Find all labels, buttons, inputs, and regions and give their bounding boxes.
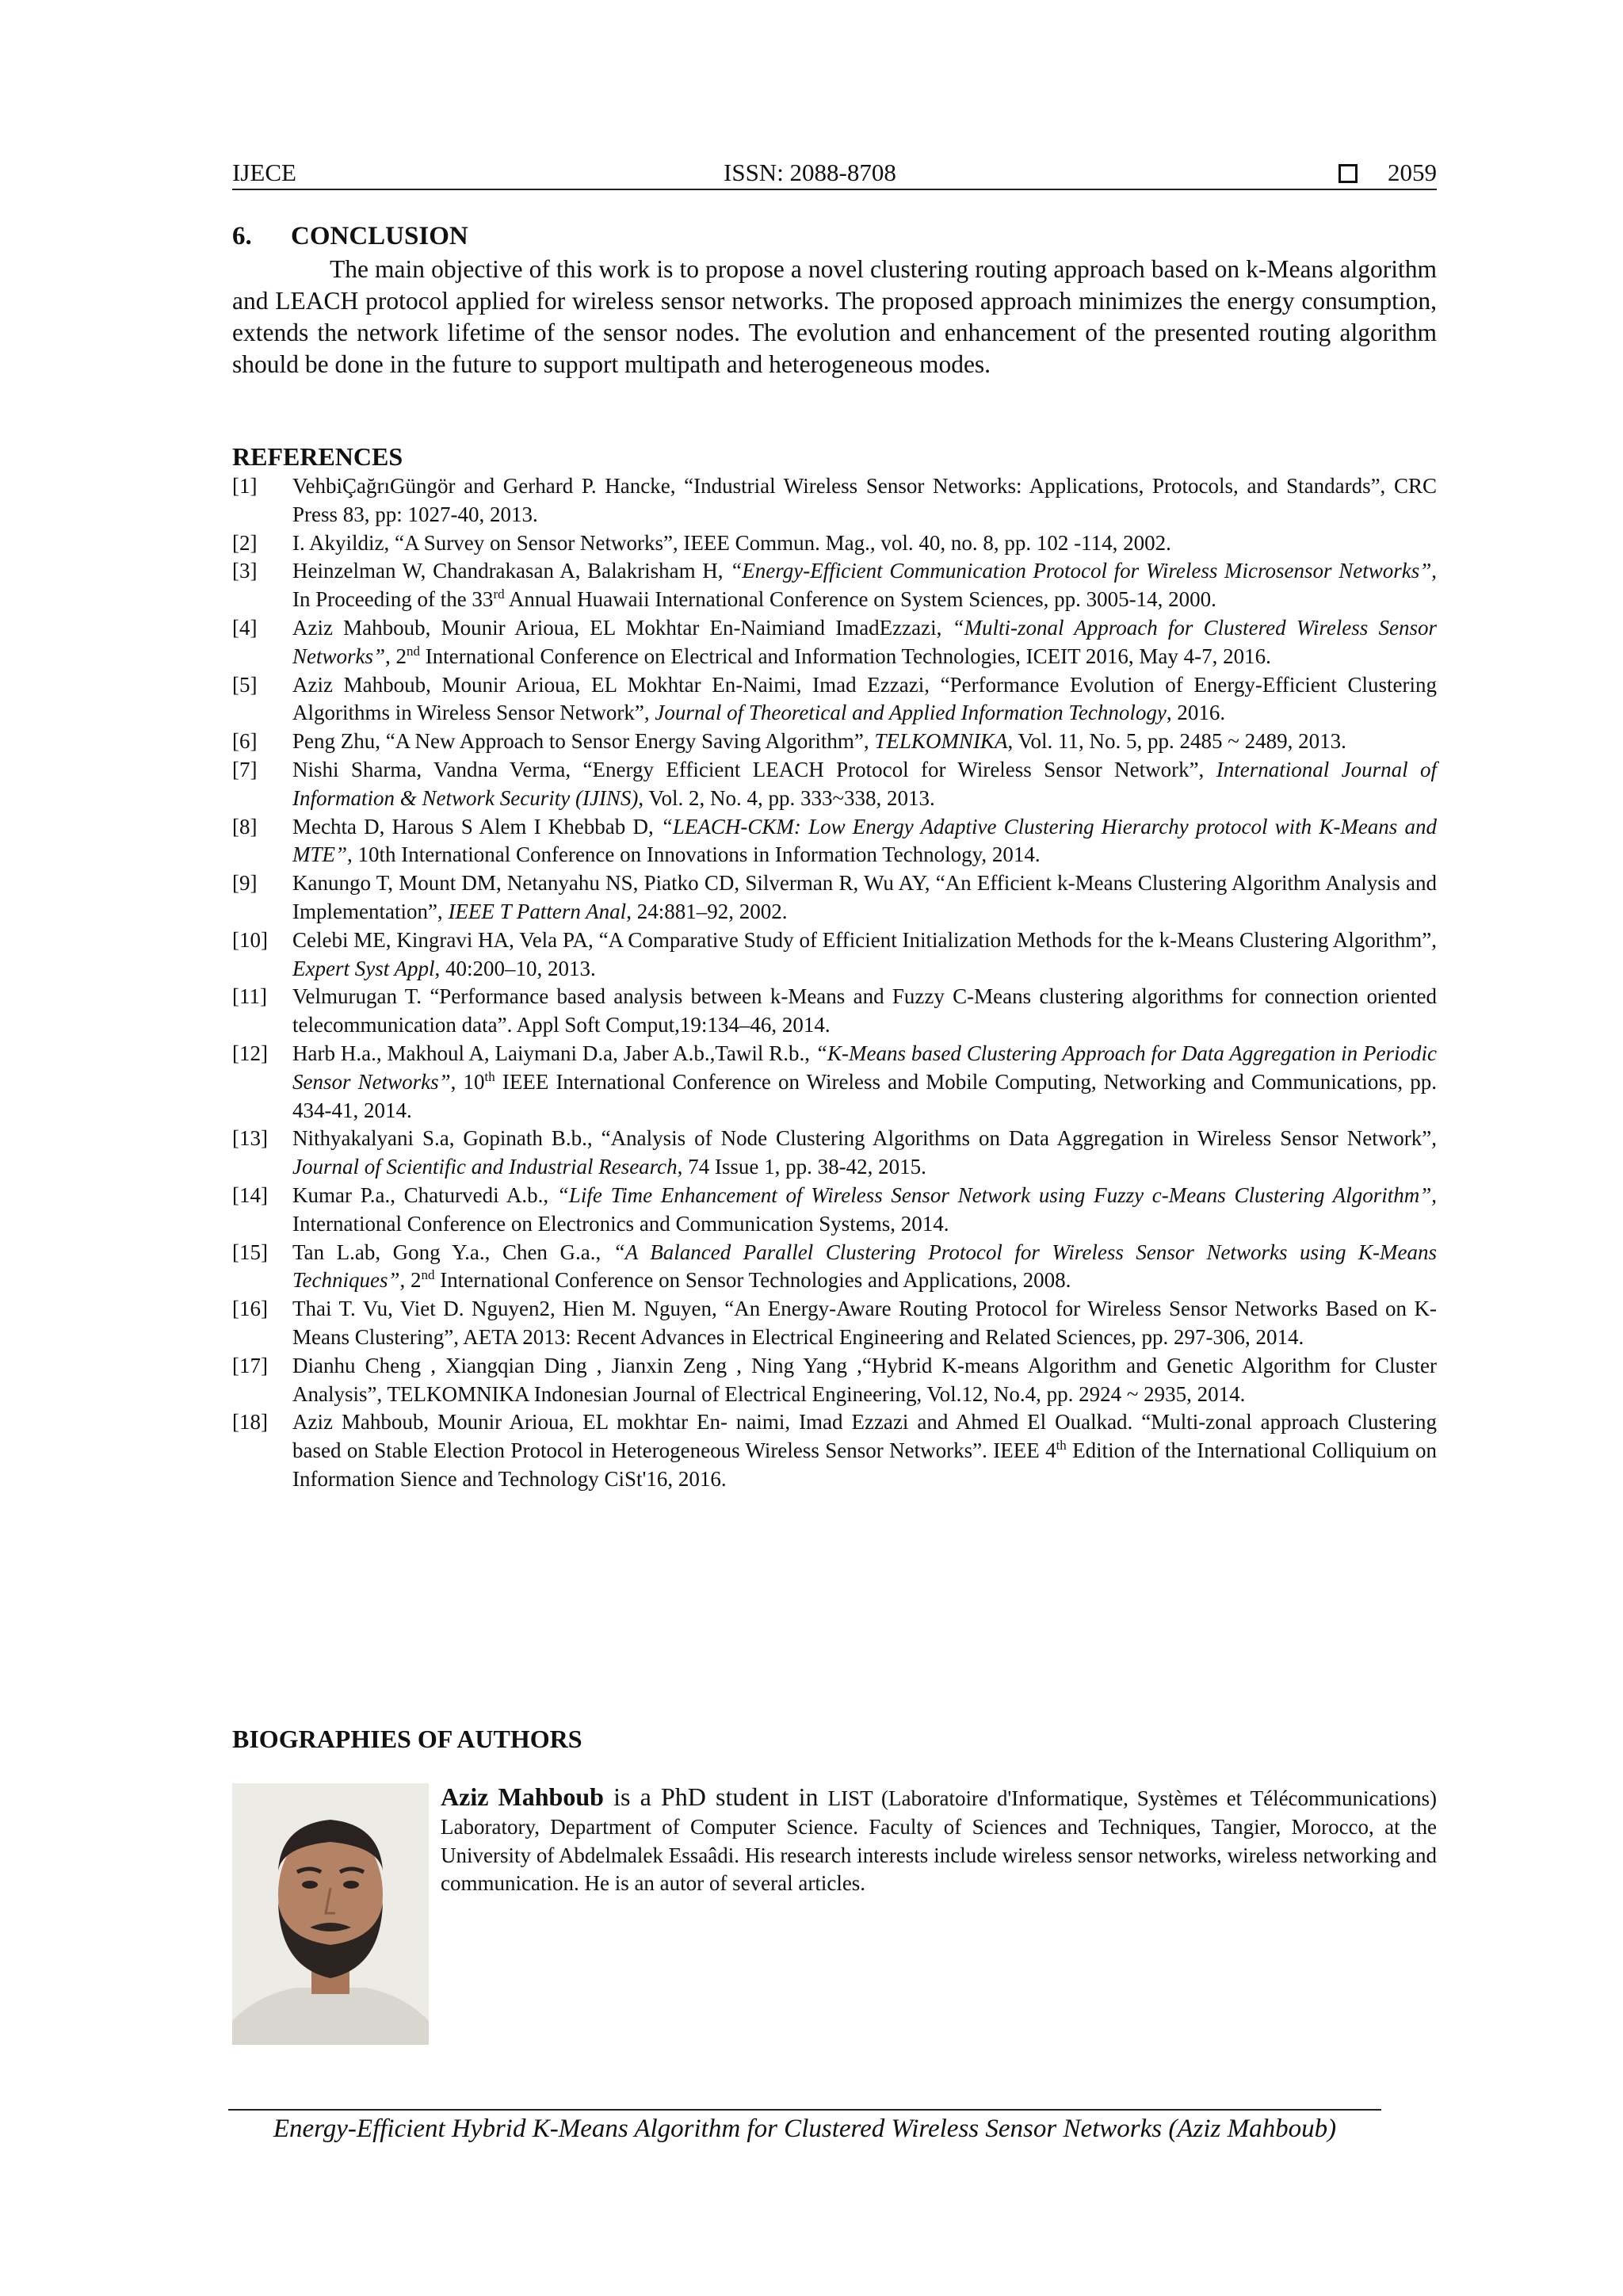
reference-number: [12] xyxy=(232,1041,268,1065)
page-header xyxy=(232,155,1437,190)
reference-item xyxy=(232,813,1437,870)
reference-text: Aziz Mahboub, Mounir Arioua, EL Mokhtar En-Naimiand ImadEzzazi, “Multi-zonal Approach for Clustered Wireless Sensor Networks”, 2nd International Conference on Electrical and Information Technologies, ICEIT 2016, May 4-7, 2016. xyxy=(292,615,1437,668)
page-number: 2059 xyxy=(1388,159,1437,186)
reference-number: [4] xyxy=(232,615,258,640)
reference-item xyxy=(232,472,1437,529)
reference-text: Celebi ME, Kingravi HA, Vela PA, “A Comparative Study of Efficient Initialization Methods for the k-Means Clustering Algorithm”, Expert Syst Appl, 40:200–10, 2013. xyxy=(292,927,1437,980)
reference-item xyxy=(232,1182,1437,1239)
author-portrait-image xyxy=(232,1783,429,2045)
reference-item xyxy=(232,756,1437,813)
reference-item xyxy=(232,1040,1437,1125)
reference-text: Peng Zhu, “A New Approach to Sensor Energy Saving Algorithm”, TELKOMNIKA, Vol. 11, No. 5, pp. 2485 ~ 2489, 2013. xyxy=(292,729,1346,754)
reference-text: Dianhu Cheng , Xiangqian Ding , Jianxin Zeng , Ning Yang ,“Hybrid K-means Algorithm and Genetic Algorithm for Cluster Analysis”, TELKOMNIKA Indonesian Journal of Electrical Engineering, Vol.12, No.4, pp. 2924 ~ 2935, 2014. xyxy=(292,1353,1437,1406)
reference-item xyxy=(232,869,1437,926)
reference-item xyxy=(232,557,1437,614)
conclusion-paragraph: The main objective of this work is to propose a novel clustering routing approach based on k-Means algorithm and LEACH protocol applied for wireless sensor networks. The proposed approach minimizes the energy consumption, extends the network lifetime of the sensor nodes. The evolution and enhancement of the presented routing algorithm should be done in the future to support multipath and heterogeneous modes. xyxy=(232,255,1437,378)
reference-item xyxy=(232,671,1437,728)
reference-text: Heinzelman W, Chandrakasan A, Balakrisham H, “Energy-Efficient Communication Protocol for Wireless Microsensor Networks”, In Proceeding of the 33rd Annual Huawaii International Conference on System Sciences, pp. 3005-14, 2000. xyxy=(292,559,1437,612)
reference-text: Thai T. Vu, Viet D. Nguyen2, Hien M. Nguyen, “An Energy-Aware Routing Protocol for Wireless Sensor Networks Based on K-Means Clustering”, AETA 2013: Recent Advances in Electrical Engineering and Related Sciences, pp. 297-306, 2014. xyxy=(292,1297,1437,1349)
section-number: 6. xyxy=(232,222,252,250)
reference-text: Tan L.ab, Gong Y.a., Chen G.a., “A Balanced Parallel Clustering Protocol for Wireless Sensor Networks using K-Means Techniques”, 2nd International Conference on Sensor Technologies and Applications, 2008. xyxy=(292,1240,1437,1293)
page-footer: Energy-Efficient Hybrid K-Means Algorithm for Clustered Wireless Sensor Networks (Aziz Mahboub) xyxy=(273,2115,1337,2143)
reference-number: [15] xyxy=(232,1240,268,1264)
reference-number: [17] xyxy=(232,1353,268,1377)
reference-item xyxy=(232,614,1437,671)
reference-text: Velmurugan T. “Performance based analysis between k-Means and Fuzzy C-Means clustering algorithms for connection oriented telecommunication data”. Appl Soft Comput,19:134–46, 2014. xyxy=(292,984,1437,1037)
reference-text: Kumar P.a., Chaturvedi A.b., “Life Time Enhancement of Wireless Sensor Network using Fuzzy c-Means Clustering Algorithm”, International Conference on Electronics and Communication Systems, 2014. xyxy=(292,1182,1437,1236)
reference-item xyxy=(232,1295,1437,1352)
reference-number: [8] xyxy=(232,814,258,839)
author-name: Aziz Mahboub xyxy=(441,1782,604,1811)
reference-number: [16] xyxy=(232,1297,268,1321)
reference-text: Nishi Sharma, Vandna Verma, “Energy Efficient LEACH Protocol for Wireless Sensor Network”, International Journal of Information & Network Security (IJINS), Vol. 2, No. 4, pp. 333~338, 2013. xyxy=(292,757,1437,810)
reference-text: Mechta D, Harous S Alem I Khebbab D, “LEACH-CKM: Low Energy Adaptive Clustering Hierarchy protocol with K-Means and MTE”, 10th International Conference on Innovations in Information Technology, 2014. xyxy=(292,814,1437,867)
reference-text: Harb H.a., Makhoul A, Laiymani D.a, Jaber A.b.,Tawil R.b., “K-Means based Clustering Approach for Data Aggregation in Periodic Sensor Networks”, 10th IEEE International Conference on Wireless and Mobile Computing, Networking and Communications, pp. 434-41, 2014. xyxy=(292,1041,1438,1122)
author-biography: Aziz Mahboub is a PhD student in LIST (Laboratoire d'Informatique, Systèmes et Télécommunications) Laboratory, Department of Computer Science. Faculty of Sciences and Techniques, Tangier, Morocco, at the University of Abdelmalek Essaâdi. His research interests include wireless sensor networks, wireless networking and communication. He is an autor of several articles. xyxy=(441,1782,1438,1896)
reference-text: I. Akyildiz, “A Survey on Sensor Networks”, IEEE Commun. Mag., vol. 40, no. 8, pp. 102 -114, 2002. xyxy=(292,530,1171,555)
references-list xyxy=(232,472,1437,1494)
footer-divider xyxy=(228,2109,1381,2111)
reference-number: [3] xyxy=(232,559,258,583)
reference-number: [6] xyxy=(232,729,258,754)
reference-item xyxy=(232,1352,1437,1409)
reference-text: Aziz Mahboub, Mounir Arioua, EL Mokhtar En-Naimi, Imad Ezzazi, “Performance Evolution of Energy-Efficient Clustering Algorithms in Wireless Sensor Network”, Journal of Theoretical and Applied Information Technology, 2016. xyxy=(292,672,1437,725)
reference-item xyxy=(232,529,1437,558)
reference-text: VehbiÇağrıGüngör and Gerhard P. Hancke, “Industrial Wireless Sensor Networks: Applications, Protocols, and Standards”, CRC Press 83, pp: 1027-40, 2013. xyxy=(292,474,1437,526)
reference-item xyxy=(232,728,1437,756)
section-heading-conclusion xyxy=(232,222,468,251)
reference-item xyxy=(232,1408,1437,1493)
biographies-heading: BIOGRAPHIES OF AUTHORS xyxy=(232,1725,582,1753)
reference-item xyxy=(232,1125,1437,1182)
checkbox-square-icon xyxy=(1338,164,1358,183)
reference-number: [11] xyxy=(232,984,267,1009)
reference-item xyxy=(232,926,1437,984)
reference-text: Kanungo T, Mount DM, Netanyahu NS, Piatko CD, Silverman R, Wu AY, “An Efficient k-Means Clustering Algorithm Analysis and Implementation”, IEEE T Pattern Anal, 24:881–92, 2002. xyxy=(292,871,1437,923)
reference-number: [13] xyxy=(232,1126,268,1151)
references-heading: REFERENCES xyxy=(232,442,403,471)
reference-number: [18] xyxy=(232,1410,268,1435)
section-title: CONCLUSION xyxy=(291,222,468,250)
page-number-block xyxy=(1338,159,1437,187)
issn: ISSN: 2088-8708 xyxy=(724,159,896,186)
reference-number: [10] xyxy=(232,927,268,952)
reference-item xyxy=(232,983,1437,1040)
reference-text: Nithyakalyani S.a, Gopinath B.b., “Analysis of Node Clustering Algorithms on Data Aggregation in Wireless Sensor Network”, Journal of Scientific and Industrial Research, 74 Issue 1, pp. 38-42, 2015. xyxy=(292,1126,1437,1179)
reference-number: [14] xyxy=(232,1182,268,1207)
reference-number: [9] xyxy=(232,871,258,896)
author-photo xyxy=(232,1783,429,2045)
reference-number: [2] xyxy=(232,530,258,555)
journal-name: IJECE xyxy=(232,159,296,186)
reference-number: [5] xyxy=(232,672,258,697)
reference-number: [7] xyxy=(232,757,258,781)
reference-number: [1] xyxy=(232,474,258,498)
reference-item xyxy=(232,1239,1437,1296)
reference-text: Aziz Mahboub, Mounir Arioua, EL mokhtar En- naimi, Imad Ezzazi and Ahmed El Oualkad. “Multi-zonal approach Clustering based on Stable Election Protocol in Heterogeneous Wireless Sensor Networks”. IEEE 4th Edition of the International Colliquium on Information Sience and Technology CiSt'16, 2016. xyxy=(292,1410,1437,1491)
